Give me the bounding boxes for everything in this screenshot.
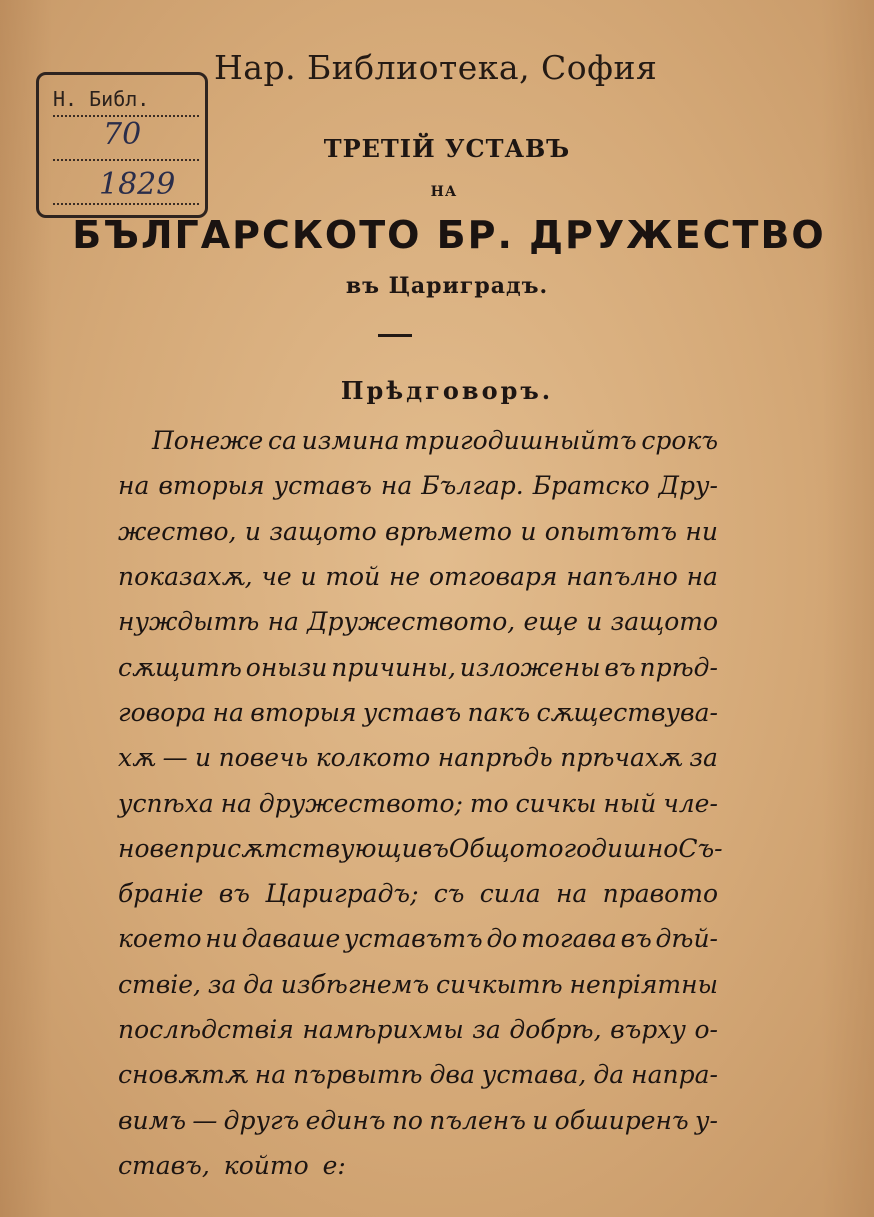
title-main: БЪЛГАРСКОТО БР. ДРУЖЕСТВО	[72, 213, 826, 257]
stamp-shelf-number: 70	[103, 117, 142, 152]
preface-line: показахѫ, че и той не отговаря напълно на	[118, 562, 718, 592]
preface-line: Понеже са измина тригодишныйтъ срокъ	[152, 426, 718, 456]
preface-line: послѣдствія намѣрихмы за добрѣ, върху о-	[118, 1015, 718, 1044]
preface-line: сновѫтѫ на първытѣ два устава, да напра-	[118, 1060, 718, 1090]
preface-line: сѫщитѣ онызи причины, изложены въ прѣд-	[118, 652, 718, 682]
preface-line: хѫ — и повечь колкото напрѣдь прѣчахѫ за	[118, 743, 718, 773]
stamp-divider	[53, 203, 199, 205]
preface-line: успѣха на дружеството; то сичкы ный чле-	[118, 788, 718, 818]
library-header: Нар. Библиотека, София	[214, 48, 658, 87]
stamp-year: 1829	[99, 167, 176, 202]
title-location: въ Цариградъ.	[345, 273, 549, 299]
preface-line: на вторыя уставъ на Българ. Братско Дру-	[118, 471, 718, 501]
preface-body	[118, 418, 723, 1188]
stamp-library-abbr: Н. Библ.	[53, 87, 150, 111]
preface-line: говора на вторыя уставъ пакъ сѫществува-	[118, 697, 718, 727]
preface-heading: Прѣдговоръ.	[340, 376, 554, 405]
divider-rule	[378, 334, 412, 337]
preface-line: което ни даваше уставътъ до тогава въ дѣй-	[118, 924, 718, 954]
title-line-2: НА	[430, 184, 458, 200]
preface-line: ставъ, който е:	[118, 1150, 346, 1180]
preface-line: жество, и защото врѣмето и опытътъ ни	[118, 516, 718, 546]
preface-line: ствіе, за да избѣгнемъ сичкытѣ непріятны	[118, 969, 718, 999]
preface-line: нуждытѣ на Дружеството, еще и защото	[118, 607, 718, 637]
preface-line: браніе въ Цариградъ; съ сила на правото	[118, 879, 718, 909]
preface-line: нове присѫтствующи въ Общото годишно Съ-	[118, 833, 723, 863]
title-line-1: ТРЕТІЙ УСТАВЪ	[323, 134, 571, 163]
preface-line: вимъ — другъ единъ по пъленъ и обширенъ у-	[118, 1105, 718, 1135]
